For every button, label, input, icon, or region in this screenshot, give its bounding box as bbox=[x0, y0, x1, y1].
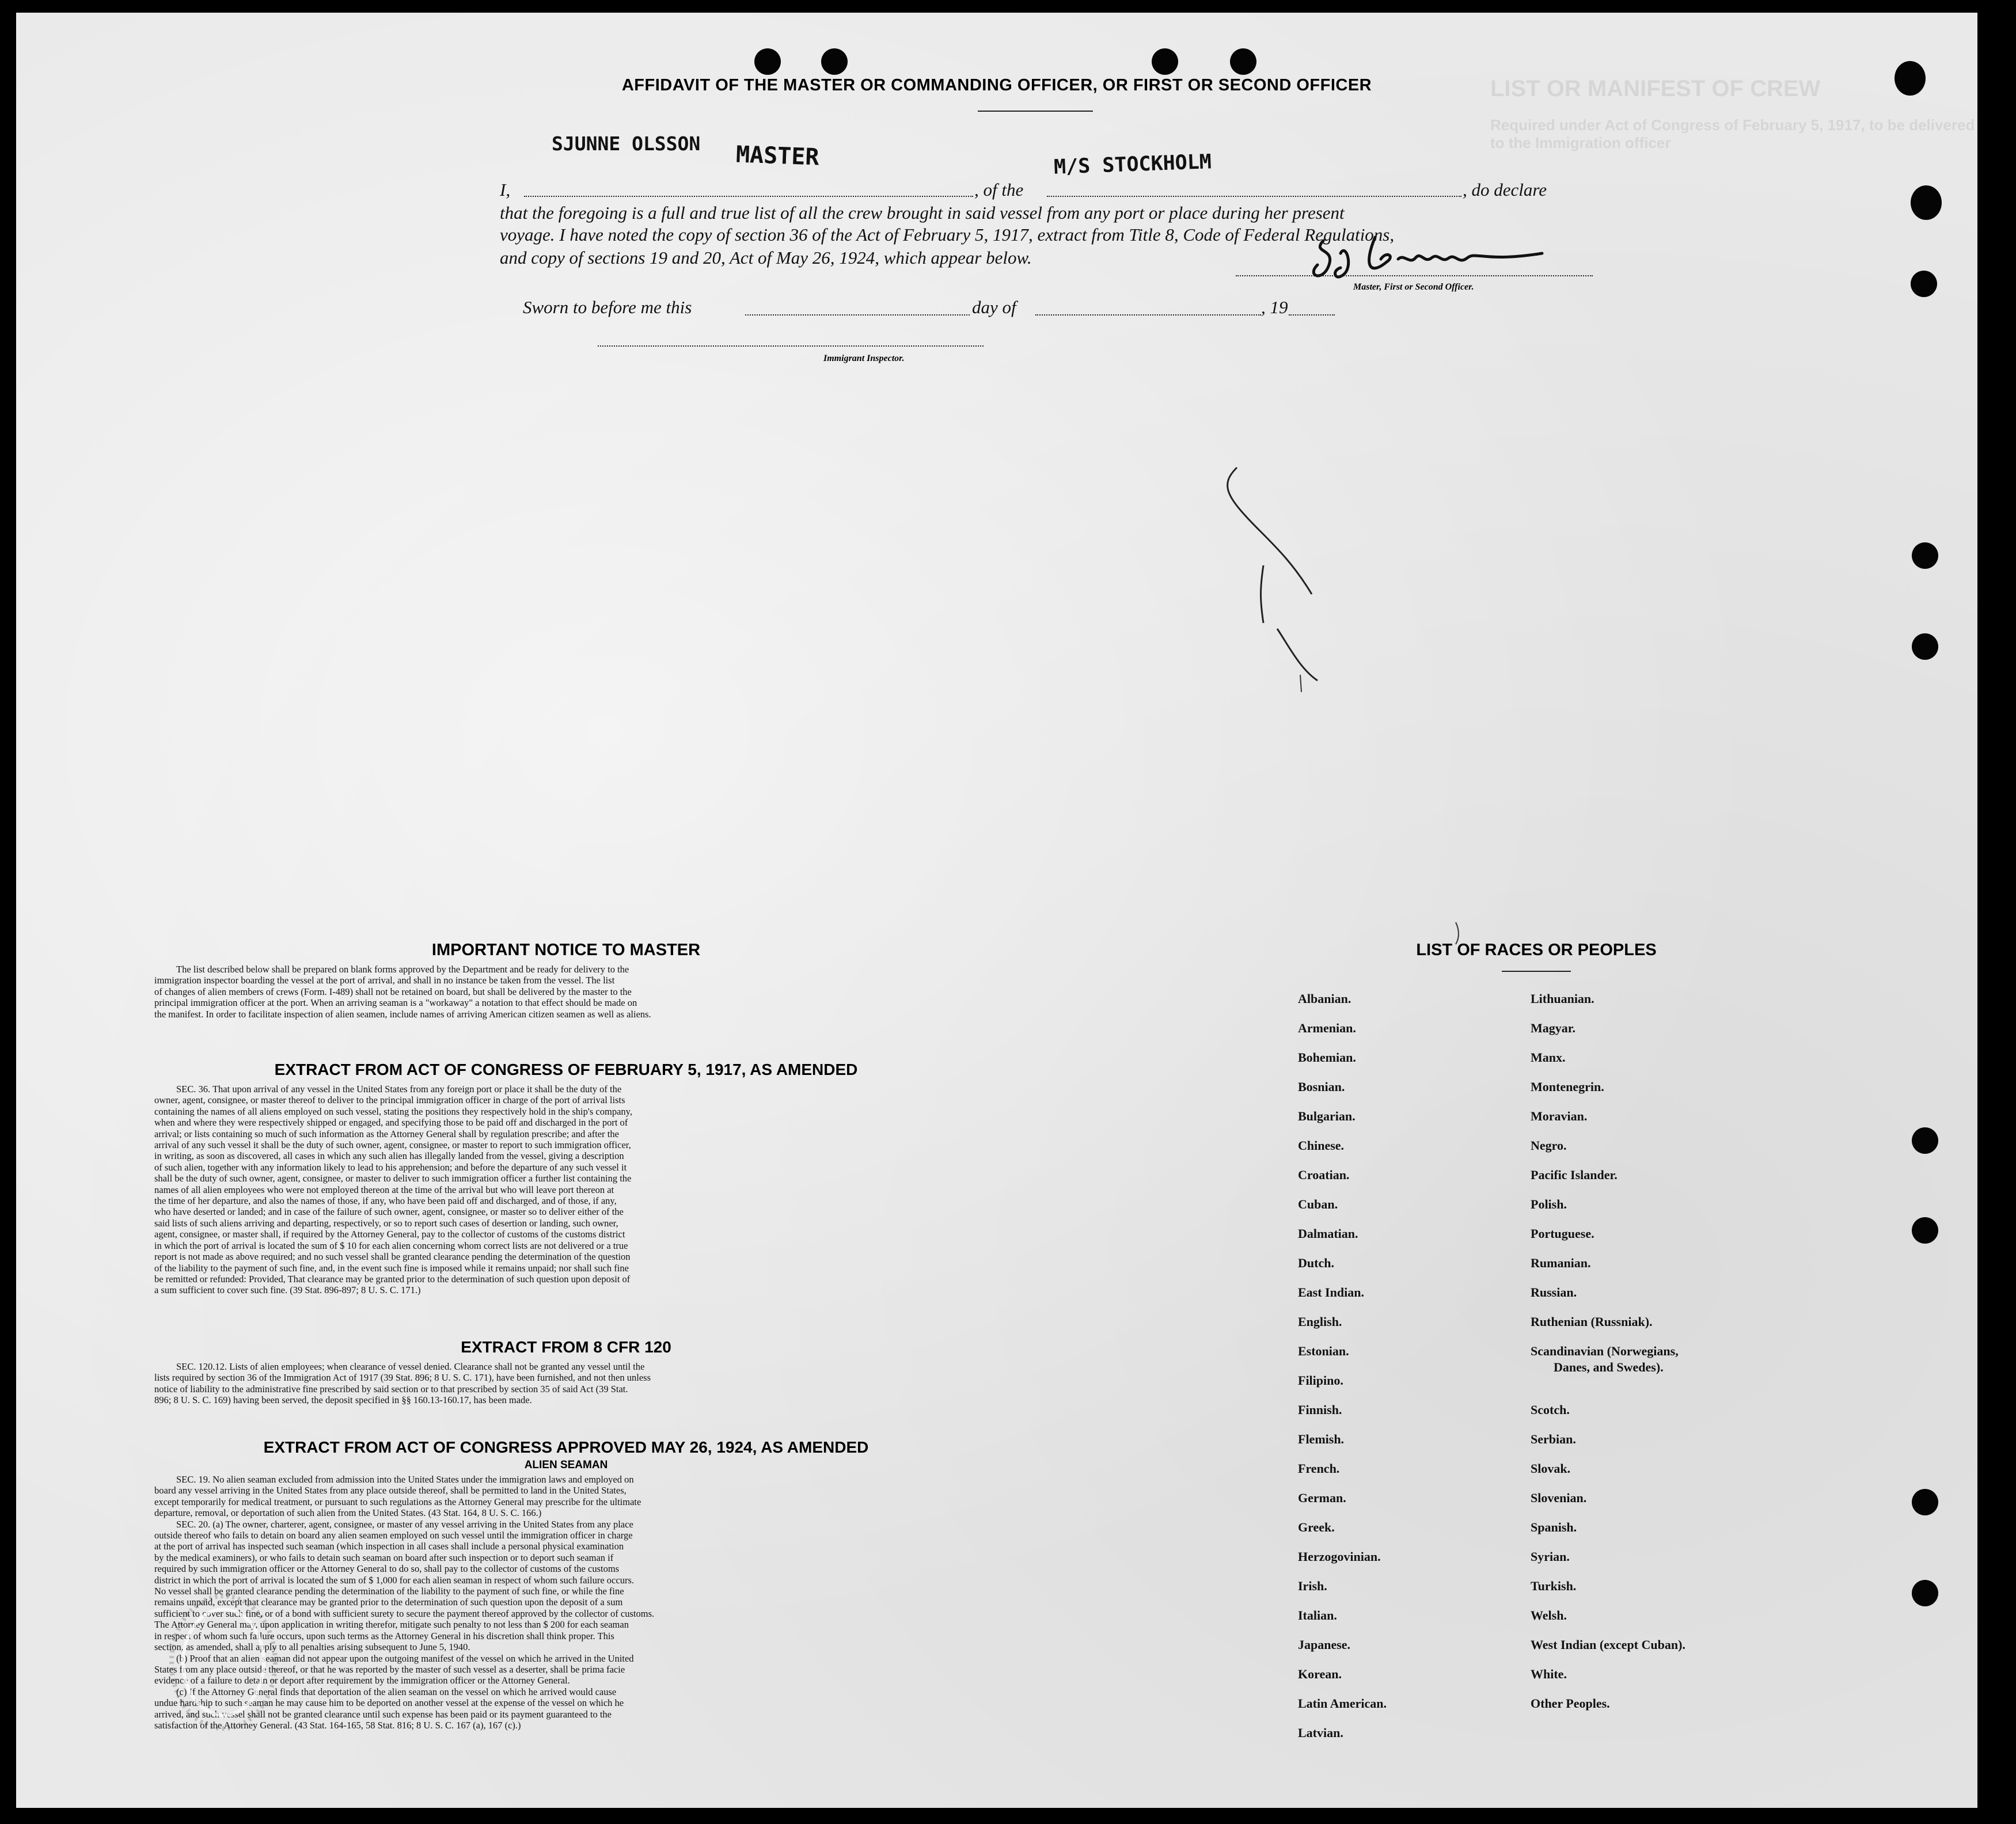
race-item: German. bbox=[1298, 1491, 1346, 1505]
inspector-line bbox=[598, 345, 984, 347]
act-1917-line: owner, agent, consignee, or master thereof to deliver to the principal immigration officer in charge of the port of arrival lists bbox=[154, 1095, 625, 1106]
notice-line: the manifest. In order to facilitate inspection of alien seamen, include names of arriving American citizen seamen as well as aliens. bbox=[154, 1008, 651, 1020]
race-item: Russian. bbox=[1531, 1285, 1577, 1299]
race-item: Slovenian. bbox=[1531, 1491, 1587, 1505]
race-item: Irish. bbox=[1298, 1579, 1327, 1593]
act-1917-line: names of all alien employees who were not employed thereon at the time of the arrival but who will leave port thereon at bbox=[154, 1184, 614, 1195]
affidavit-line-3: voyage. I have noted the copy of section 36 of the Act of February 5, 1917, extract from Title 8, Code of Federal Regulations, bbox=[500, 225, 1395, 245]
race-item: White. bbox=[1531, 1667, 1567, 1681]
notice-line: principal immigration officer at the port. When an arriving seaman is a "workaway" a notation to that effect should be made on bbox=[154, 997, 637, 1009]
race-item: Croatian. bbox=[1298, 1168, 1350, 1182]
act-1924-line: No vessel shall be granted clearance pending the determination of the liability to the payment of such fine, or while the fine bbox=[154, 1586, 624, 1597]
race-item: Bohemian. bbox=[1298, 1050, 1356, 1065]
affidavit-line-4: and copy of sections 19 and 20, Act of May 26, 1924, which appear below. bbox=[500, 248, 1032, 268]
affidavit-heading: AFFIDAVIT OF THE MASTER OR COMMANDING OFFICER, OR FIRST OR SECOND OFFICER bbox=[621, 76, 1372, 94]
punch-hole-icon bbox=[754, 48, 781, 75]
race-item: Manx. bbox=[1531, 1050, 1566, 1065]
signature-line bbox=[1236, 275, 1593, 276]
act-1924-heading: EXTRACT FROM ACT OF CONGRESS APPROVED MAY 26, 1924, AS AMENDED bbox=[263, 1438, 869, 1456]
notice-body bbox=[154, 964, 978, 1020]
race-item: Herzogovinian. bbox=[1298, 1549, 1381, 1564]
race-item: Pacific Islander. bbox=[1531, 1168, 1618, 1182]
act-1924-line: section, as amended, shall apply to all penalties arising subsequent to June 5, 1940. bbox=[154, 1641, 470, 1653]
notice-line: The list described below shall be prepared on blank forms approved by the Department and be ready for delivery to the bbox=[176, 964, 629, 975]
races-heading: LIST OF RACES OR PEOPLES bbox=[1416, 941, 1657, 959]
race-item: Polish. bbox=[1531, 1197, 1567, 1211]
act-1917-body bbox=[154, 1084, 978, 1296]
do-declare-label: , do declare bbox=[1463, 180, 1547, 200]
sworn-month-line bbox=[1035, 314, 1261, 316]
name-rank-line bbox=[524, 196, 973, 197]
act-1924-line: sufficient to cover such fine, or of a bond with sufficient surety to secure the payment thereof approved by the collector of customs. bbox=[154, 1608, 655, 1619]
race-item: Rumanian. bbox=[1531, 1256, 1591, 1270]
race-item: Moravian. bbox=[1531, 1109, 1588, 1123]
punch-hole-icon bbox=[1912, 1217, 1938, 1244]
cfr-line: 896; 8 U. S. C. 169) having been served, the deposit specified in §§ 160.13-160.17, has been made. bbox=[154, 1394, 532, 1406]
race-item: Lithuanian. bbox=[1531, 991, 1594, 1006]
act-1917-line: said lists of such aliens arriving and departing, respectively, or so to report such cases of desertion or landing, such owner, bbox=[154, 1217, 618, 1229]
act-1917-line: arrival of any such vessel it shall be the duty of such owner, agent, consignee, or master to report to such immigration officer, bbox=[154, 1139, 631, 1151]
punch-hole-icon bbox=[1230, 48, 1256, 75]
notice-line: of changes of alien members of crews (Form. I-489) shall not be retained on board, but shall be delivered by the master to the bbox=[154, 986, 632, 997]
act-1924-line: (b) Proof that an alien seaman did not appear upon the outgoing manifest of the vessel on which he arrived in the United bbox=[176, 1652, 634, 1664]
race-item: Finnish. bbox=[1298, 1403, 1342, 1417]
punch-hole-icon bbox=[1912, 1127, 1938, 1154]
race-item: Magyar. bbox=[1531, 1021, 1576, 1035]
act-1924-line: (c) If the Attorney General finds that deportation of the alien seaman on the vessel on which he arrived would cause bbox=[176, 1686, 617, 1697]
act-1917-line: in which the port of arrival is located the sum of $ 10 for each alien concerning whom correct lists are not delivered or a true bbox=[154, 1240, 628, 1251]
race-item: Chinese. bbox=[1298, 1138, 1345, 1153]
race-item: Other Peoples. bbox=[1531, 1696, 1610, 1711]
race-item: Armenian. bbox=[1298, 1021, 1356, 1035]
bleed-through-text: LIST OR MANIFEST OF CREW bbox=[1490, 76, 1821, 101]
race-item: East Indian. bbox=[1298, 1285, 1364, 1299]
race-item: Dutch. bbox=[1298, 1256, 1334, 1270]
race-item: Dalmatian. bbox=[1298, 1226, 1358, 1241]
vessel-name: M/S STOCKHOLM bbox=[1053, 150, 1212, 179]
punch-hole-icon bbox=[1911, 271, 1937, 297]
act-1917-line: be remitted or refunded: Provided, That clearance may be granted prior to the determination of such question upon deposit of bbox=[154, 1273, 631, 1285]
heading-rule bbox=[1502, 971, 1571, 972]
race-item: Welsh. bbox=[1531, 1608, 1567, 1622]
act-1924-line: States from any place outside thereof, or that he was reported by the master of such vessel as a deserter, shall be prima facie bbox=[154, 1663, 625, 1675]
race-item: Syrian. bbox=[1531, 1549, 1570, 1564]
act-1924-line: The Attorney General may, upon application in writing therefor, mitigate such penalty to not less than $ 200 for each seaman bbox=[154, 1619, 629, 1631]
act-1917-line: in writing, as soon as discovered, all cases in which any such alien has illegally landed from the vessel, giving a description bbox=[154, 1150, 624, 1162]
act-1924-line: at the port of arrival has inspected such seaman (which inspection in all cases shall include a personal physical examination bbox=[154, 1541, 624, 1552]
race-item: Portuguese. bbox=[1531, 1226, 1594, 1241]
document-page bbox=[16, 13, 1977, 1808]
act-1924-line: in respect of whom such failure occurs, upon such terms as the Attorney General in his discretion shall think proper. This bbox=[154, 1630, 614, 1641]
day-of-label: day of bbox=[972, 297, 1016, 317]
race-item: Scotch. bbox=[1531, 1403, 1570, 1417]
act-1924-subheading: ALIEN SEAMAN bbox=[524, 1459, 608, 1471]
act-1917-line: of such alien, together with any information likely to lead to his apprehension; and before the departure of any such vessel it bbox=[154, 1161, 627, 1173]
race-item: Serbian. bbox=[1531, 1432, 1576, 1446]
act-1924-line: undue hardship to such seaman he may cause him to be deported on another vessel at the expense of the vessel on which he bbox=[154, 1697, 624, 1709]
affidavit-line-2: that the foregoing is a full and true list of all the crew brought in said vessel from any port or place during her present bbox=[500, 203, 1345, 223]
signature-caption: Master, First or Second Officer. bbox=[1353, 282, 1474, 292]
race-item: Cuban. bbox=[1298, 1197, 1338, 1211]
punch-hole-icon bbox=[1912, 542, 1938, 569]
act-1924-line: board any vessel arriving in the United States from any place outside thereof, shall be permitted to land in the United States, bbox=[154, 1485, 627, 1496]
act-1917-line: when and where they were respectively shipped or engaged, and specifying those to be paid off and discharged in the port of bbox=[154, 1117, 628, 1128]
act-1917-line: arrival; or lists containing so much of such information as the Attorney General shall by regulation prescribe; and after the bbox=[154, 1128, 619, 1139]
act-1917-line: shall be the duty of such owner, agent, consignee, or master to deliver to such immigration officer a further list containing the bbox=[154, 1173, 632, 1184]
pen-stroke-marks bbox=[1214, 450, 1479, 945]
act-1924-line: SEC. 19. No alien seaman excluded from admission into the United States under the immigration laws and employed on bbox=[176, 1474, 634, 1485]
race-item: Filipino. bbox=[1298, 1373, 1343, 1388]
punch-hole-icon bbox=[1912, 1489, 1938, 1515]
act-1924-line: satisfaction of the Attorney General. (43 Stat. 164-165, 58 Stat. 816; 8 U. S. C. 167 (a), 167 (c).) bbox=[154, 1719, 521, 1731]
act-1924-line: district in which the port of arrival is located the sum of $ 1,000 for each alien seaman in respect of whom such failure occurs. bbox=[154, 1574, 634, 1586]
act-1924-line: departure, removal, or deportation of such alien from the United States. (43 Stat. 164, 8 U. S. C. 166.) bbox=[154, 1507, 542, 1519]
sworn-year-line bbox=[1289, 314, 1335, 316]
race-item: Greek. bbox=[1298, 1520, 1335, 1534]
act-1917-line: a sum sufficient to cover such fine. (39 Stat. 896-897; 8 U. S. C. 171.) bbox=[154, 1285, 421, 1296]
act-1924-line: evidence of a failure to detain or deport after requirement by the immigration officer or the Attorney General. bbox=[154, 1675, 570, 1686]
act-1917-line: agent, consignee, or master shall, if required by the Attorney General, pay to the collector of customs of the customs district bbox=[154, 1229, 625, 1240]
race-item: Montenegrin. bbox=[1531, 1080, 1604, 1094]
act-1917-line: the time of her departure, and also the names of those, if any, who have been paid off and discharged, and of those, if any, bbox=[154, 1195, 617, 1207]
race-item: Latin American. bbox=[1298, 1696, 1387, 1711]
heading-rule bbox=[978, 111, 1093, 112]
act-1924-line: by the medical examiners), or who fails to detain such seaman on board after such inspection or to deport such seaman if bbox=[154, 1552, 614, 1563]
punch-hole-icon bbox=[821, 48, 848, 75]
cfr-line: notice of liability to the administrative fine prescribed by said section or to that prescribed by section 35 of said Act (39 Stat. bbox=[154, 1383, 628, 1394]
master-rank: MASTER bbox=[735, 141, 820, 171]
race-item: Ruthenian (Russniak). bbox=[1531, 1314, 1653, 1329]
race-item: Latvian. bbox=[1298, 1726, 1343, 1740]
punch-hole-icon bbox=[1912, 633, 1938, 660]
cfr-body bbox=[154, 1361, 978, 1406]
act-1917-line: report is not made as above required; and no such vessel shall be granted clearance pending the determination of the question bbox=[154, 1251, 631, 1263]
punch-hole-icon bbox=[1911, 185, 1942, 220]
act-1924-line: remains unpaid, except that clearance may be granted prior to the determination of such question upon the deposit of a sum bbox=[154, 1597, 623, 1608]
bleed-through-text: Required under Act of Congress of February 5, 1917, to be delivered to the Immigration officer bbox=[1490, 116, 1975, 151]
race-item: Turkish. bbox=[1531, 1579, 1577, 1593]
punch-hole-icon bbox=[1152, 48, 1178, 75]
act-1917-line: containing the names of all aliens employed on such vessel, stating the positions they respectively hold in the ship's company, bbox=[154, 1105, 632, 1117]
race-item: Scandinavian (Norwegians, bbox=[1531, 1344, 1679, 1358]
race-item: French. bbox=[1298, 1461, 1340, 1476]
inspector-caption: Immigrant Inspector. bbox=[823, 354, 905, 363]
race-item: Negro. bbox=[1531, 1138, 1567, 1153]
race-item: Spanish. bbox=[1531, 1520, 1577, 1534]
act-1924-line: except temporarily for medical treatment, or pursuant to such regulations as the Attorney General may prescribe for the ultimate bbox=[154, 1496, 641, 1507]
act-1917-line: SEC. 36. That upon arrival of any vessel in the United States from any foreign port or place it shall be the duty of the bbox=[176, 1084, 622, 1095]
notice-heading: IMPORTANT NOTICE TO MASTER bbox=[431, 941, 701, 959]
embossed-seal bbox=[166, 1590, 281, 1734]
affidavit-i-label: I, bbox=[500, 180, 511, 200]
act-1917-line: of the liability to the payment of such fine, and, in the event such fine is imposed while it remains unpaid; nor shall such fine bbox=[154, 1262, 629, 1274]
master-signature bbox=[1300, 230, 1548, 288]
act-1917-line: who have deserted or landed; and in case of the failure of such owner, agent, consignee, or master so to deliver either of the bbox=[154, 1206, 624, 1218]
act-1924-line: outside thereof who fails to detain on board any alien seamen employed on such vessel until the immigration officer in charge bbox=[154, 1530, 633, 1541]
race-item: Danes, and Swedes). bbox=[1554, 1360, 1664, 1374]
race-item: Korean. bbox=[1298, 1667, 1342, 1681]
race-item: Bulgarian. bbox=[1298, 1109, 1356, 1123]
cfr-line: SEC. 120.12. Lists of alien employees; when clearance of vessel denied. Clearance shall not be granted any vessel until the bbox=[176, 1361, 645, 1372]
race-item: Japanese. bbox=[1298, 1637, 1351, 1652]
act-1924-line: arrived, and such vessel shall not be granted clearance until such expense has been paid or its payment guaranteed to the bbox=[154, 1708, 612, 1720]
race-item: Flemish. bbox=[1298, 1432, 1345, 1446]
act-1924-line: SEC. 20. (a) The owner, charterer, agent, consignee, or master of any vessel arriving in the United States from any place bbox=[176, 1518, 633, 1530]
race-item: Albanian. bbox=[1298, 991, 1351, 1006]
notice-line: immigration inspector boarding the vessel at the port of arrival, and shall in no instance be taken from the vessel. The list bbox=[154, 975, 615, 986]
race-item: English. bbox=[1298, 1314, 1342, 1329]
race-item: Bosnian. bbox=[1298, 1080, 1345, 1094]
sworn-label: Sworn to before me this bbox=[523, 297, 692, 317]
master-name: SJUNNE OLSSON bbox=[552, 132, 701, 155]
sworn-day-line bbox=[745, 314, 970, 316]
punch-hole-icon bbox=[1912, 1580, 1938, 1606]
vessel-line bbox=[1047, 196, 1461, 197]
of-the-label: , of the bbox=[974, 180, 1024, 200]
act-1924-line: required by such immigration officer or the Attorney General to do so, shall pay to the collector of customs of the customs bbox=[154, 1563, 620, 1575]
race-item: West Indian (except Cuban). bbox=[1531, 1637, 1685, 1652]
act-1917-heading: EXTRACT FROM ACT OF CONGRESS OF FEBRUARY 5, 1917, AS AMENDED bbox=[274, 1061, 858, 1078]
race-item: Italian. bbox=[1298, 1608, 1337, 1622]
cfr-heading: EXTRACT FROM 8 CFR 120 bbox=[461, 1338, 671, 1356]
race-item: Slovak. bbox=[1531, 1461, 1571, 1476]
cfr-line: lists required by section 36 of the Immigration Act of 1917 (39 Stat. 896; 8 U. S. C. 171), have been furnished, and not then unless bbox=[154, 1372, 651, 1384]
race-item: Estonian. bbox=[1298, 1344, 1349, 1358]
year-label: , 19 bbox=[1261, 297, 1288, 317]
